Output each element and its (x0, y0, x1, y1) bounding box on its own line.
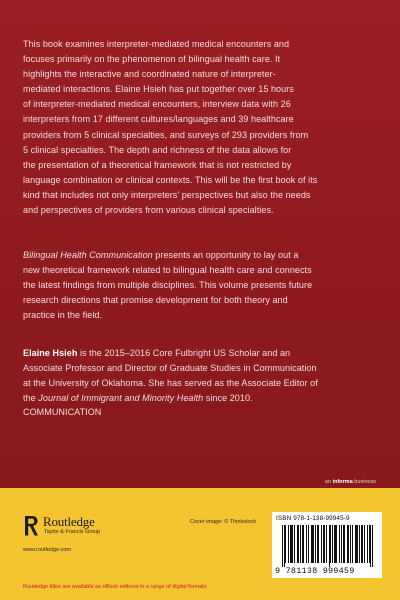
bio-line-text: is the 2015–2016 Core Fulbright US Scholar and an (77, 348, 291, 358)
barcode-bar (370, 525, 371, 567)
volume-line: the latest findings from multiple disciplines. This volume presents future (23, 280, 313, 291)
barcode-bar (348, 525, 349, 563)
barcode-bar (311, 525, 312, 563)
barcode-bar (369, 525, 370, 563)
barcode-bar (303, 525, 304, 563)
barcode-bar (356, 525, 357, 563)
barcode-bar (323, 525, 324, 563)
cover-image-credit: Cover image: © Thinkstock (190, 519, 257, 525)
barcode-bar (298, 525, 299, 563)
description-line: language combination or clinical contexts. This will be the first book of its (23, 174, 318, 185)
barcode-bar (357, 525, 358, 563)
barcode-bar (300, 525, 301, 563)
barcode-bar (334, 525, 335, 563)
barcode-bar (312, 525, 313, 563)
barcode-bar (362, 525, 363, 563)
barcode-bar (332, 525, 333, 563)
description-line: 5 clinical specialties. The depth and richness of the data allows for (23, 144, 292, 155)
volume-line (23, 248, 381, 263)
barcode-bar (352, 525, 353, 563)
barcode-bar (317, 525, 318, 563)
routledge-logo-icon (23, 514, 40, 538)
barcode-bar (359, 525, 360, 563)
description-line: highlights the interactive and coordinated nature of interpreter- (23, 69, 276, 80)
barcode-bar (297, 525, 298, 563)
barcode-bar (291, 525, 292, 563)
barcode-bar (324, 525, 325, 563)
barcode-bar (282, 525, 283, 567)
barcode-bar (361, 525, 362, 563)
barcode-bar (372, 525, 373, 567)
barcode-bar (290, 525, 291, 563)
description-line: This book examines interpreter-mediated medical encounters and (23, 39, 290, 49)
description-line: of interpreter-mediated medical encounters, interview data with 26 (23, 99, 291, 110)
bio-line-text: since 2010. (203, 393, 253, 404)
barcode-bar (330, 525, 331, 563)
description-line: interpreters from 17 different cultures/languages and 39 healthcare (23, 114, 294, 125)
journal-title: Journal of Immigrant and Minority Health (38, 393, 204, 404)
barcode-bar (318, 525, 319, 563)
description-line: kind that includes not only interpreters' perspectives but also the needs (23, 189, 311, 200)
description-line: the presentation of a theoretical framework that is not restricted by (23, 159, 292, 170)
book-description (23, 37, 381, 218)
barcode-bar (341, 525, 342, 563)
volume-paragraph (23, 248, 381, 323)
bio-line (23, 346, 381, 361)
isbn-barcode-panel (272, 512, 382, 578)
description-line: providers from 5 clinical specialties, and surveys of 293 providers from (23, 129, 309, 140)
barcode-bar (292, 525, 293, 563)
barcode-bar (329, 525, 330, 567)
bio-line-text: the (23, 393, 39, 404)
volume-line: practice in the field. (23, 310, 103, 321)
bio-line: Associate Professor and Director of Graduate Studies in Communication (23, 363, 317, 374)
publisher-group: Taylor & Francis Group (44, 529, 101, 535)
barcode-icon (282, 525, 374, 567)
isbn-label: ISBN 978-1-138-99945-9 (276, 515, 350, 522)
barcode-bar (350, 525, 351, 563)
barcode-bar (306, 525, 307, 563)
barcode-bar (326, 525, 327, 563)
barcode-bar (367, 525, 368, 563)
ean-digits: 9 781138 999459 (275, 566, 355, 576)
publisher-logo (23, 514, 103, 548)
volume-line: research directions that promise development for both theory and (23, 295, 288, 306)
barcode-bar (288, 525, 289, 563)
description-line: focuses primarily on the phenomenon of bilingual health care. It (23, 54, 281, 65)
barcode-bar (321, 525, 322, 563)
subject-category: COMMUNICATION (23, 407, 102, 417)
barcode-bar (315, 525, 316, 563)
barcode-bar (335, 525, 336, 563)
publisher-url[interactable]: www.routledge.com (23, 547, 71, 553)
barcode-bar (308, 525, 309, 563)
barcode-bar (285, 525, 286, 563)
publisher-name: Routledge (43, 514, 95, 529)
barcode-bar (302, 525, 303, 563)
volume-line-text: presents an opportunity to lay out a (152, 250, 299, 260)
informa-tagline: an informa business (324, 479, 376, 485)
barcode-bar (339, 525, 340, 563)
barcode-bar (347, 525, 348, 563)
barcode-bar (364, 525, 365, 563)
author-name: Elaine Hsieh (23, 348, 78, 358)
book-title: Bilingual Health Communication (23, 250, 153, 260)
barcode-bar (294, 525, 295, 563)
barcode-bar (284, 525, 285, 567)
volume-line: new theoretical framework related to bilingual health care and connects (23, 265, 312, 276)
barcode-bar (355, 525, 356, 563)
barcode-bar (344, 525, 345, 563)
description-line: and perspectives of providers from various clinical specialties. (23, 205, 274, 216)
barcode-bar (313, 525, 314, 563)
description-line: mediated interactions. Elaine Hsieh has put together over 15 hours (23, 84, 294, 95)
barcode-bar (343, 525, 344, 563)
ebook-note: Routledge titles are available as eBook editions in a range of digital formats (23, 584, 207, 590)
barcode-bar (336, 525, 337, 563)
author-bio (23, 346, 381, 406)
bio-line: at the University of Oklahoma. She has served as the Associate Editor of (23, 378, 318, 389)
